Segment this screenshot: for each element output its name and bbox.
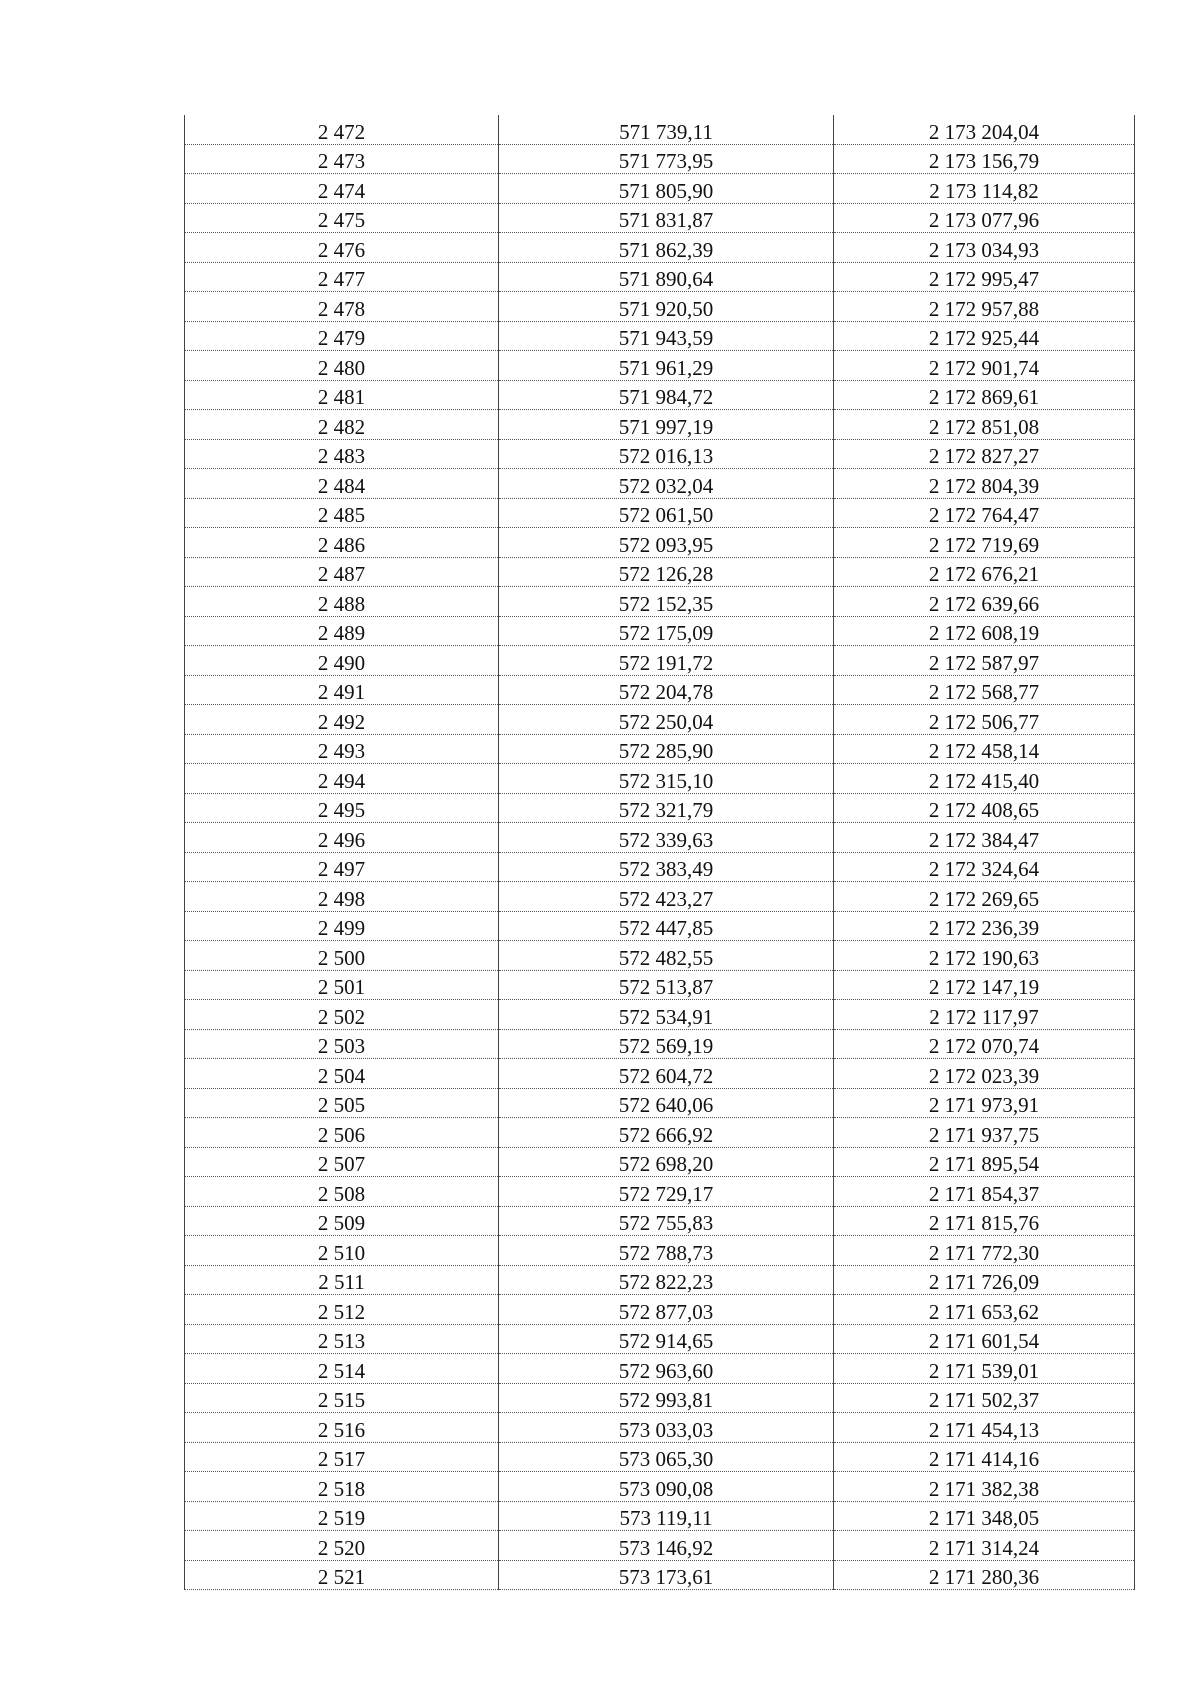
y-coordinate-cell: 2 171 973,91 xyxy=(834,1088,1135,1118)
table-row xyxy=(185,115,1135,144)
y-coordinate-cell: 2 172 408,65 xyxy=(834,793,1135,823)
point-number-cell: 2 479 xyxy=(185,321,499,351)
y-coordinate-cell: 2 171 601,54 xyxy=(834,1324,1135,1354)
table-row xyxy=(185,1472,1135,1502)
x-coordinate-cell: 572 152,35 xyxy=(499,587,834,617)
y-coordinate-cell: 2 172 804,39 xyxy=(834,469,1135,499)
x-coordinate-cell: 571 984,72 xyxy=(499,380,834,410)
table-row xyxy=(185,144,1135,174)
y-coordinate-cell: 2 171 348,05 xyxy=(834,1501,1135,1531)
y-coordinate-cell: 2 172 190,63 xyxy=(834,941,1135,971)
point-number-cell: 2 496 xyxy=(185,823,499,853)
point-number-cell: 2 485 xyxy=(185,498,499,528)
x-coordinate-cell: 572 061,50 xyxy=(499,498,834,528)
point-number-cell: 2 475 xyxy=(185,203,499,233)
table-row xyxy=(185,439,1135,469)
table-row xyxy=(185,970,1135,1000)
point-number-cell: 2 521 xyxy=(185,1560,499,1590)
point-number-cell: 2 509 xyxy=(185,1206,499,1236)
point-number-cell: 2 488 xyxy=(185,587,499,617)
y-coordinate-cell: 2 172 506,77 xyxy=(834,705,1135,735)
y-coordinate-cell: 2 172 676,21 xyxy=(834,557,1135,587)
x-coordinate-cell: 572 513,87 xyxy=(499,970,834,1000)
point-number-cell: 2 484 xyxy=(185,469,499,499)
point-number-cell: 2 517 xyxy=(185,1442,499,1472)
table-row xyxy=(185,1236,1135,1266)
x-coordinate-cell: 572 755,83 xyxy=(499,1206,834,1236)
y-coordinate-cell: 2 172 236,39 xyxy=(834,911,1135,941)
table-row xyxy=(185,1531,1135,1561)
point-number-cell: 2 514 xyxy=(185,1354,499,1384)
table-row xyxy=(185,616,1135,646)
x-coordinate-cell: 572 016,13 xyxy=(499,439,834,469)
x-coordinate-cell: 572 339,63 xyxy=(499,823,834,853)
y-coordinate-cell: 2 171 895,54 xyxy=(834,1147,1135,1177)
y-coordinate-cell: 2 172 023,39 xyxy=(834,1059,1135,1089)
point-number-cell: 2 483 xyxy=(185,439,499,469)
y-coordinate-cell: 2 172 147,19 xyxy=(834,970,1135,1000)
x-coordinate-cell: 572 321,79 xyxy=(499,793,834,823)
table-row xyxy=(185,734,1135,764)
table-row xyxy=(185,852,1135,882)
x-coordinate-cell: 572 285,90 xyxy=(499,734,834,764)
table-row xyxy=(185,321,1135,351)
point-number-cell: 2 486 xyxy=(185,528,499,558)
point-number-cell: 2 510 xyxy=(185,1236,499,1266)
x-coordinate-cell: 571 831,87 xyxy=(499,203,834,233)
point-number-cell: 2 472 xyxy=(185,115,499,144)
y-coordinate-cell: 2 171 280,36 xyxy=(834,1560,1135,1590)
x-coordinate-cell: 571 997,19 xyxy=(499,410,834,440)
point-number-cell: 2 481 xyxy=(185,380,499,410)
point-number-cell: 2 511 xyxy=(185,1265,499,1295)
table-row xyxy=(185,675,1135,705)
point-number-cell: 2 506 xyxy=(185,1118,499,1148)
x-coordinate-cell: 573 146,92 xyxy=(499,1531,834,1561)
table-row xyxy=(185,262,1135,292)
point-number-cell: 2 502 xyxy=(185,1000,499,1030)
y-coordinate-cell: 2 172 869,61 xyxy=(834,380,1135,410)
y-coordinate-cell: 2 173 034,93 xyxy=(834,233,1135,263)
point-number-cell: 2 504 xyxy=(185,1059,499,1089)
x-coordinate-cell: 571 773,95 xyxy=(499,144,834,174)
x-coordinate-cell: 573 119,11 xyxy=(499,1501,834,1531)
coordinates-table xyxy=(184,115,1135,1590)
x-coordinate-cell: 571 862,39 xyxy=(499,233,834,263)
x-coordinate-cell: 572 093,95 xyxy=(499,528,834,558)
table-row xyxy=(185,1059,1135,1089)
x-coordinate-cell: 572 204,78 xyxy=(499,675,834,705)
table-row xyxy=(185,1560,1135,1590)
y-coordinate-cell: 2 172 070,74 xyxy=(834,1029,1135,1059)
x-coordinate-cell: 571 739,11 xyxy=(499,115,834,144)
table-row xyxy=(185,1501,1135,1531)
table-row xyxy=(185,587,1135,617)
table-row xyxy=(185,941,1135,971)
point-number-cell: 2 495 xyxy=(185,793,499,823)
y-coordinate-cell: 2 172 957,88 xyxy=(834,292,1135,322)
x-coordinate-cell: 572 175,09 xyxy=(499,616,834,646)
point-number-cell: 2 493 xyxy=(185,734,499,764)
table-row xyxy=(185,1295,1135,1325)
y-coordinate-cell: 2 171 539,01 xyxy=(834,1354,1135,1384)
x-coordinate-cell: 572 447,85 xyxy=(499,911,834,941)
point-number-cell: 2 518 xyxy=(185,1472,499,1502)
y-coordinate-cell: 2 172 587,97 xyxy=(834,646,1135,676)
point-number-cell: 2 487 xyxy=(185,557,499,587)
table-row xyxy=(185,1265,1135,1295)
point-number-cell: 2 497 xyxy=(185,852,499,882)
x-coordinate-cell: 571 961,29 xyxy=(499,351,834,381)
x-coordinate-cell: 572 666,92 xyxy=(499,1118,834,1148)
y-coordinate-cell: 2 173 077,96 xyxy=(834,203,1135,233)
x-coordinate-cell: 572 383,49 xyxy=(499,852,834,882)
y-coordinate-cell: 2 172 568,77 xyxy=(834,675,1135,705)
x-coordinate-cell: 571 890,64 xyxy=(499,262,834,292)
table-row xyxy=(185,764,1135,794)
y-coordinate-cell: 2 171 937,75 xyxy=(834,1118,1135,1148)
point-number-cell: 2 478 xyxy=(185,292,499,322)
point-number-cell: 2 520 xyxy=(185,1531,499,1561)
point-number-cell: 2 513 xyxy=(185,1324,499,1354)
point-number-cell: 2 490 xyxy=(185,646,499,676)
y-coordinate-cell: 2 173 204,04 xyxy=(834,115,1135,144)
y-coordinate-cell: 2 171 653,62 xyxy=(834,1295,1135,1325)
x-coordinate-cell: 572 729,17 xyxy=(499,1177,834,1207)
table-row xyxy=(185,1206,1135,1236)
x-coordinate-cell: 573 033,03 xyxy=(499,1413,834,1443)
x-coordinate-cell: 571 920,50 xyxy=(499,292,834,322)
x-coordinate-cell: 572 191,72 xyxy=(499,646,834,676)
table-row xyxy=(185,292,1135,322)
y-coordinate-cell: 2 172 995,47 xyxy=(834,262,1135,292)
table-row xyxy=(185,882,1135,912)
point-number-cell: 2 519 xyxy=(185,1501,499,1531)
table-row xyxy=(185,1413,1135,1443)
x-coordinate-cell: 572 315,10 xyxy=(499,764,834,794)
point-number-cell: 2 492 xyxy=(185,705,499,735)
y-coordinate-cell: 2 172 719,69 xyxy=(834,528,1135,558)
point-number-cell: 2 501 xyxy=(185,970,499,1000)
x-coordinate-cell: 572 032,04 xyxy=(499,469,834,499)
point-number-cell: 2 512 xyxy=(185,1295,499,1325)
y-coordinate-cell: 2 171 502,37 xyxy=(834,1383,1135,1413)
y-coordinate-cell: 2 172 608,19 xyxy=(834,616,1135,646)
point-number-cell: 2 516 xyxy=(185,1413,499,1443)
table-row xyxy=(185,911,1135,941)
table-row xyxy=(185,233,1135,263)
table-row xyxy=(185,528,1135,558)
x-coordinate-cell: 571 805,90 xyxy=(499,174,834,204)
y-coordinate-cell: 2 171 772,30 xyxy=(834,1236,1135,1266)
table-row xyxy=(185,1324,1135,1354)
point-number-cell: 2 500 xyxy=(185,941,499,971)
x-coordinate-cell: 572 534,91 xyxy=(499,1000,834,1030)
y-coordinate-cell: 2 172 764,47 xyxy=(834,498,1135,528)
x-coordinate-cell: 572 788,73 xyxy=(499,1236,834,1266)
table-row xyxy=(185,557,1135,587)
table-row xyxy=(185,1029,1135,1059)
y-coordinate-cell: 2 172 458,14 xyxy=(834,734,1135,764)
y-coordinate-cell: 2 172 415,40 xyxy=(834,764,1135,794)
table-row xyxy=(185,203,1135,233)
y-coordinate-cell: 2 171 454,13 xyxy=(834,1413,1135,1443)
x-coordinate-cell: 572 423,27 xyxy=(499,882,834,912)
table-row xyxy=(185,174,1135,204)
y-coordinate-cell: 2 172 901,74 xyxy=(834,351,1135,381)
x-coordinate-cell: 572 250,04 xyxy=(499,705,834,735)
x-coordinate-cell: 571 943,59 xyxy=(499,321,834,351)
y-coordinate-cell: 2 173 156,79 xyxy=(834,144,1135,174)
y-coordinate-cell: 2 172 384,47 xyxy=(834,823,1135,853)
table-row xyxy=(185,646,1135,676)
point-number-cell: 2 508 xyxy=(185,1177,499,1207)
point-number-cell: 2 477 xyxy=(185,262,499,292)
table-row xyxy=(185,1383,1135,1413)
table-row xyxy=(185,469,1135,499)
x-coordinate-cell: 572 640,06 xyxy=(499,1088,834,1118)
table-row xyxy=(185,380,1135,410)
point-number-cell: 2 498 xyxy=(185,882,499,912)
coordinates-table-body xyxy=(185,115,1135,1590)
table-row xyxy=(185,1177,1135,1207)
table-row xyxy=(185,793,1135,823)
y-coordinate-cell: 2 171 815,76 xyxy=(834,1206,1135,1236)
x-coordinate-cell: 572 914,65 xyxy=(499,1324,834,1354)
x-coordinate-cell: 572 698,20 xyxy=(499,1147,834,1177)
table-row xyxy=(185,1442,1135,1472)
table-row xyxy=(185,1088,1135,1118)
y-coordinate-cell: 2 171 414,16 xyxy=(834,1442,1135,1472)
x-coordinate-cell: 573 173,61 xyxy=(499,1560,834,1590)
point-number-cell: 2 473 xyxy=(185,144,499,174)
x-coordinate-cell: 572 482,55 xyxy=(499,941,834,971)
point-number-cell: 2 482 xyxy=(185,410,499,440)
y-coordinate-cell: 2 172 269,65 xyxy=(834,882,1135,912)
y-coordinate-cell: 2 171 854,37 xyxy=(834,1177,1135,1207)
y-coordinate-cell: 2 173 114,82 xyxy=(834,174,1135,204)
x-coordinate-cell: 572 877,03 xyxy=(499,1295,834,1325)
point-number-cell: 2 474 xyxy=(185,174,499,204)
point-number-cell: 2 480 xyxy=(185,351,499,381)
point-number-cell: 2 507 xyxy=(185,1147,499,1177)
y-coordinate-cell: 2 172 925,44 xyxy=(834,321,1135,351)
x-coordinate-cell: 572 963,60 xyxy=(499,1354,834,1384)
y-coordinate-cell: 2 171 382,38 xyxy=(834,1472,1135,1502)
table-row xyxy=(185,1000,1135,1030)
table-row xyxy=(185,705,1135,735)
table-row xyxy=(185,1147,1135,1177)
table-row xyxy=(185,823,1135,853)
point-number-cell: 2 476 xyxy=(185,233,499,263)
point-number-cell: 2 499 xyxy=(185,911,499,941)
y-coordinate-cell: 2 172 827,27 xyxy=(834,439,1135,469)
table-row xyxy=(185,498,1135,528)
y-coordinate-cell: 2 172 851,08 xyxy=(834,410,1135,440)
y-coordinate-cell: 2 172 117,97 xyxy=(834,1000,1135,1030)
y-coordinate-cell: 2 172 639,66 xyxy=(834,587,1135,617)
point-number-cell: 2 489 xyxy=(185,616,499,646)
x-coordinate-cell: 572 569,19 xyxy=(499,1029,834,1059)
table-row xyxy=(185,1354,1135,1384)
y-coordinate-cell: 2 171 726,09 xyxy=(834,1265,1135,1295)
x-coordinate-cell: 572 822,23 xyxy=(499,1265,834,1295)
point-number-cell: 2 494 xyxy=(185,764,499,794)
x-coordinate-cell: 573 090,08 xyxy=(499,1472,834,1502)
point-number-cell: 2 515 xyxy=(185,1383,499,1413)
table-row xyxy=(185,410,1135,440)
point-number-cell: 2 503 xyxy=(185,1029,499,1059)
y-coordinate-cell: 2 172 324,64 xyxy=(834,852,1135,882)
x-coordinate-cell: 572 993,81 xyxy=(499,1383,834,1413)
point-number-cell: 2 505 xyxy=(185,1088,499,1118)
table-row xyxy=(185,1118,1135,1148)
x-coordinate-cell: 573 065,30 xyxy=(499,1442,834,1472)
point-number-cell: 2 491 xyxy=(185,675,499,705)
table-row xyxy=(185,351,1135,381)
x-coordinate-cell: 572 604,72 xyxy=(499,1059,834,1089)
x-coordinate-cell: 572 126,28 xyxy=(499,557,834,587)
y-coordinate-cell: 2 171 314,24 xyxy=(834,1531,1135,1561)
